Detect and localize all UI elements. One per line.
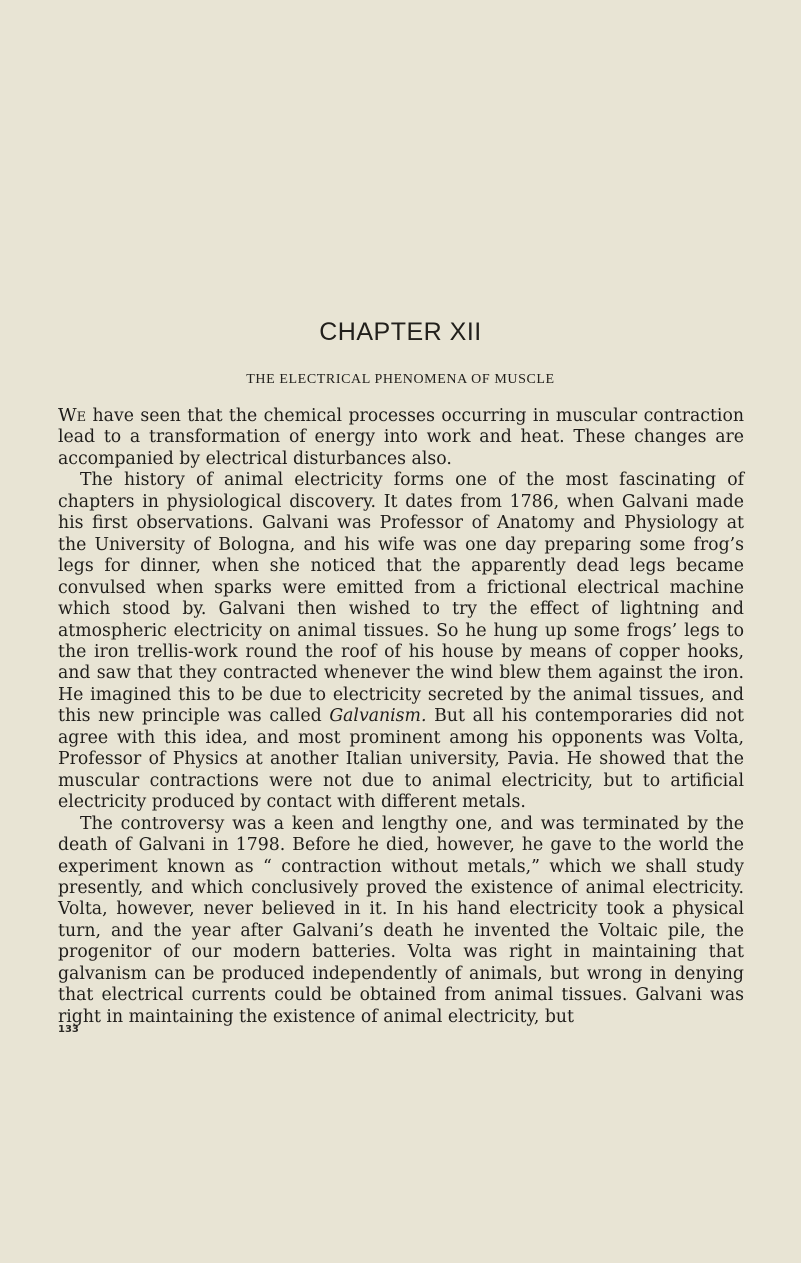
paragraph-2: [58, 470, 744, 813]
paragraph-3-text: The controversy was a keen and lengthy one, and was terminated by the death of Galvani in 1798. Before he died, however, he gave to the world the experiment known as “ contraction without metals,” which we shall study presently, and which conclusively proved the existence of animal electricity. Volta, however, never believed in it. In his hand electricity took a physical turn, and the year after Galvani’s death he invented the Voltaic pile, the progenitor of our modern batteries. Volta was right in maintaining that galvanism can be produced independently of animals, but wrong in denying that electrical currents could be obtained from animal tissues. Galvani was right in maintaining the existence of animal electricity, but: [58, 813, 744, 1027]
paragraph-1-text: have seen that the chemical processes occurring in muscular contraction lead to a transformation of energy into work and heat. These changes are accompanied by electrical disturbances also.: [58, 406, 744, 469]
paragraph-2-text-after: But all his contemporaries did not agree with this idea, and most prominent among his opponents was Volta, Professor of Physics at another Italian university, Pavia. He showed that the muscular contractions were not due to animal electricity, but to artificial electricity produced by contact with different metals.: [58, 706, 745, 813]
body-text: [58, 405, 744, 1028]
paragraph-2-emphasis: Galvanism.: [329, 706, 427, 727]
chapter-subtitle: THE ELECTRICAL PHENOMENA OF MUSCLE: [246, 372, 555, 387]
chapter-title: CHAPTER XII: [319, 318, 482, 346]
paragraph-3: [58, 814, 744, 1029]
paragraph-lead-word: We: [58, 405, 87, 426]
page-number: 133: [58, 1024, 79, 1035]
paragraph-2-text-before: The history of animal electricity forms one of the most fascinating of chapters in physiological discovery. It dates from 1786, when Galvani made his first observations. Galvani was Professor of Anatomy and Physiology at the University of Bologna, and his wife was one day preparing some frog’s legs for dinner, when she noticed that the apparently dead legs became convulsed when sparks were emitted from a frictional electrical machine which stood by. Galvani then wished to try the effect of lightning and atmospheric electricity on animal tissues. So he hung up some frogs’ legs to the iron trellis-work round the roof of his house by means of copper hooks, and saw that they contracted whenever the wind blew them against the iron. He imagined this to be due to electricity secreted by the animal tissues, and this new principle was called: [58, 470, 744, 727]
paragraph-1: [58, 405, 744, 470]
